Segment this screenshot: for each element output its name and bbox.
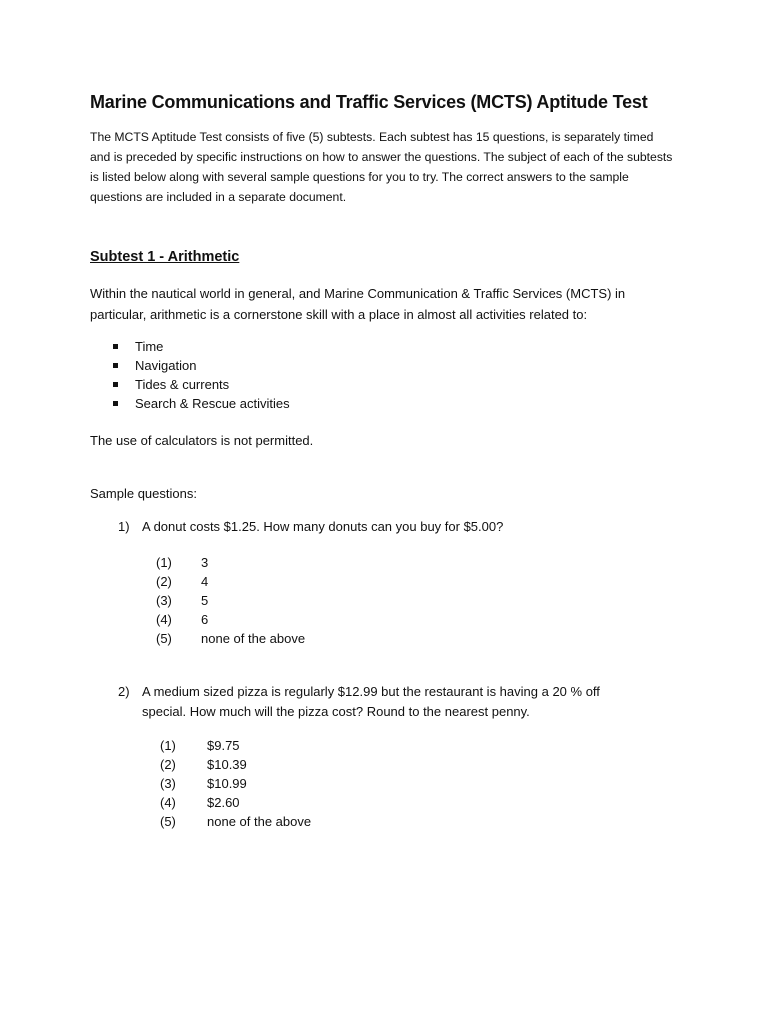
question-2 (90, 682, 690, 831)
answer-option: (5) none of the above (160, 814, 312, 829)
square-bullet-icon (113, 401, 118, 406)
list-item: Tides & currents (90, 375, 690, 394)
sample-questions-label: Sample questions: (90, 486, 197, 501)
activity-list (90, 337, 690, 413)
question-text: 1) A donut costs $1.25. How many donuts can you buy for $5.00? (90, 517, 632, 537)
answer-option: (4) 6 (156, 612, 209, 627)
question-1 (90, 517, 690, 648)
answer-option: (3) $10.99 (160, 776, 247, 791)
answer-option: (1) $9.75 (160, 738, 240, 753)
intro-paragraph: The MCTS Aptitude Test consists of five (5) subtests. Each subtest has 15 questions, is separately timed and is preceded by specific instructions on how to answer the questions. The subject of each of the subtests is listed below along with several sample questions for you to try. The correct answers to the sample questions are included in a separate document. (90, 130, 673, 204)
calculator-note: The use of calculators is not permitted. (90, 433, 314, 448)
question-number: 1) (118, 519, 130, 534)
square-bullet-icon (113, 363, 118, 368)
list-item: Search & Rescue activities (90, 394, 690, 413)
answer-option: (1) 3 (156, 555, 209, 570)
subtest-1-description: Within the nautical world in general, and Marine Communication & Traffic Services (MCTS) in particular, arithmetic is a cornerstone skill with a place in almost all activities related to: (90, 286, 626, 322)
answer-options (90, 736, 690, 831)
question-text: 2) A medium sized pizza is regularly $12.99 but the restaurant is having a 20 % off special. How much will the pizza cost? Round to the nearest penny. (118, 684, 600, 719)
answer-options (90, 553, 690, 648)
list-item: Navigation (90, 356, 690, 375)
square-bullet-icon (113, 344, 118, 349)
answer-option: (5) none of the above (156, 631, 306, 646)
document-title: Marine Communications and Traffic Services (MCTS) Aptitude Test (90, 92, 648, 112)
answer-option: (3) 5 (156, 593, 209, 608)
subtest-1-heading: Subtest 1 - Arithmetic (90, 249, 240, 265)
list-item: Time (90, 337, 690, 356)
document-page (90, 92, 690, 831)
answer-option: (2) 4 (156, 574, 209, 589)
square-bullet-icon (113, 382, 118, 387)
question-number: 2) (118, 684, 130, 699)
answer-option: (2) $10.39 (160, 757, 247, 772)
answer-option: (4) $2.60 (160, 795, 240, 810)
